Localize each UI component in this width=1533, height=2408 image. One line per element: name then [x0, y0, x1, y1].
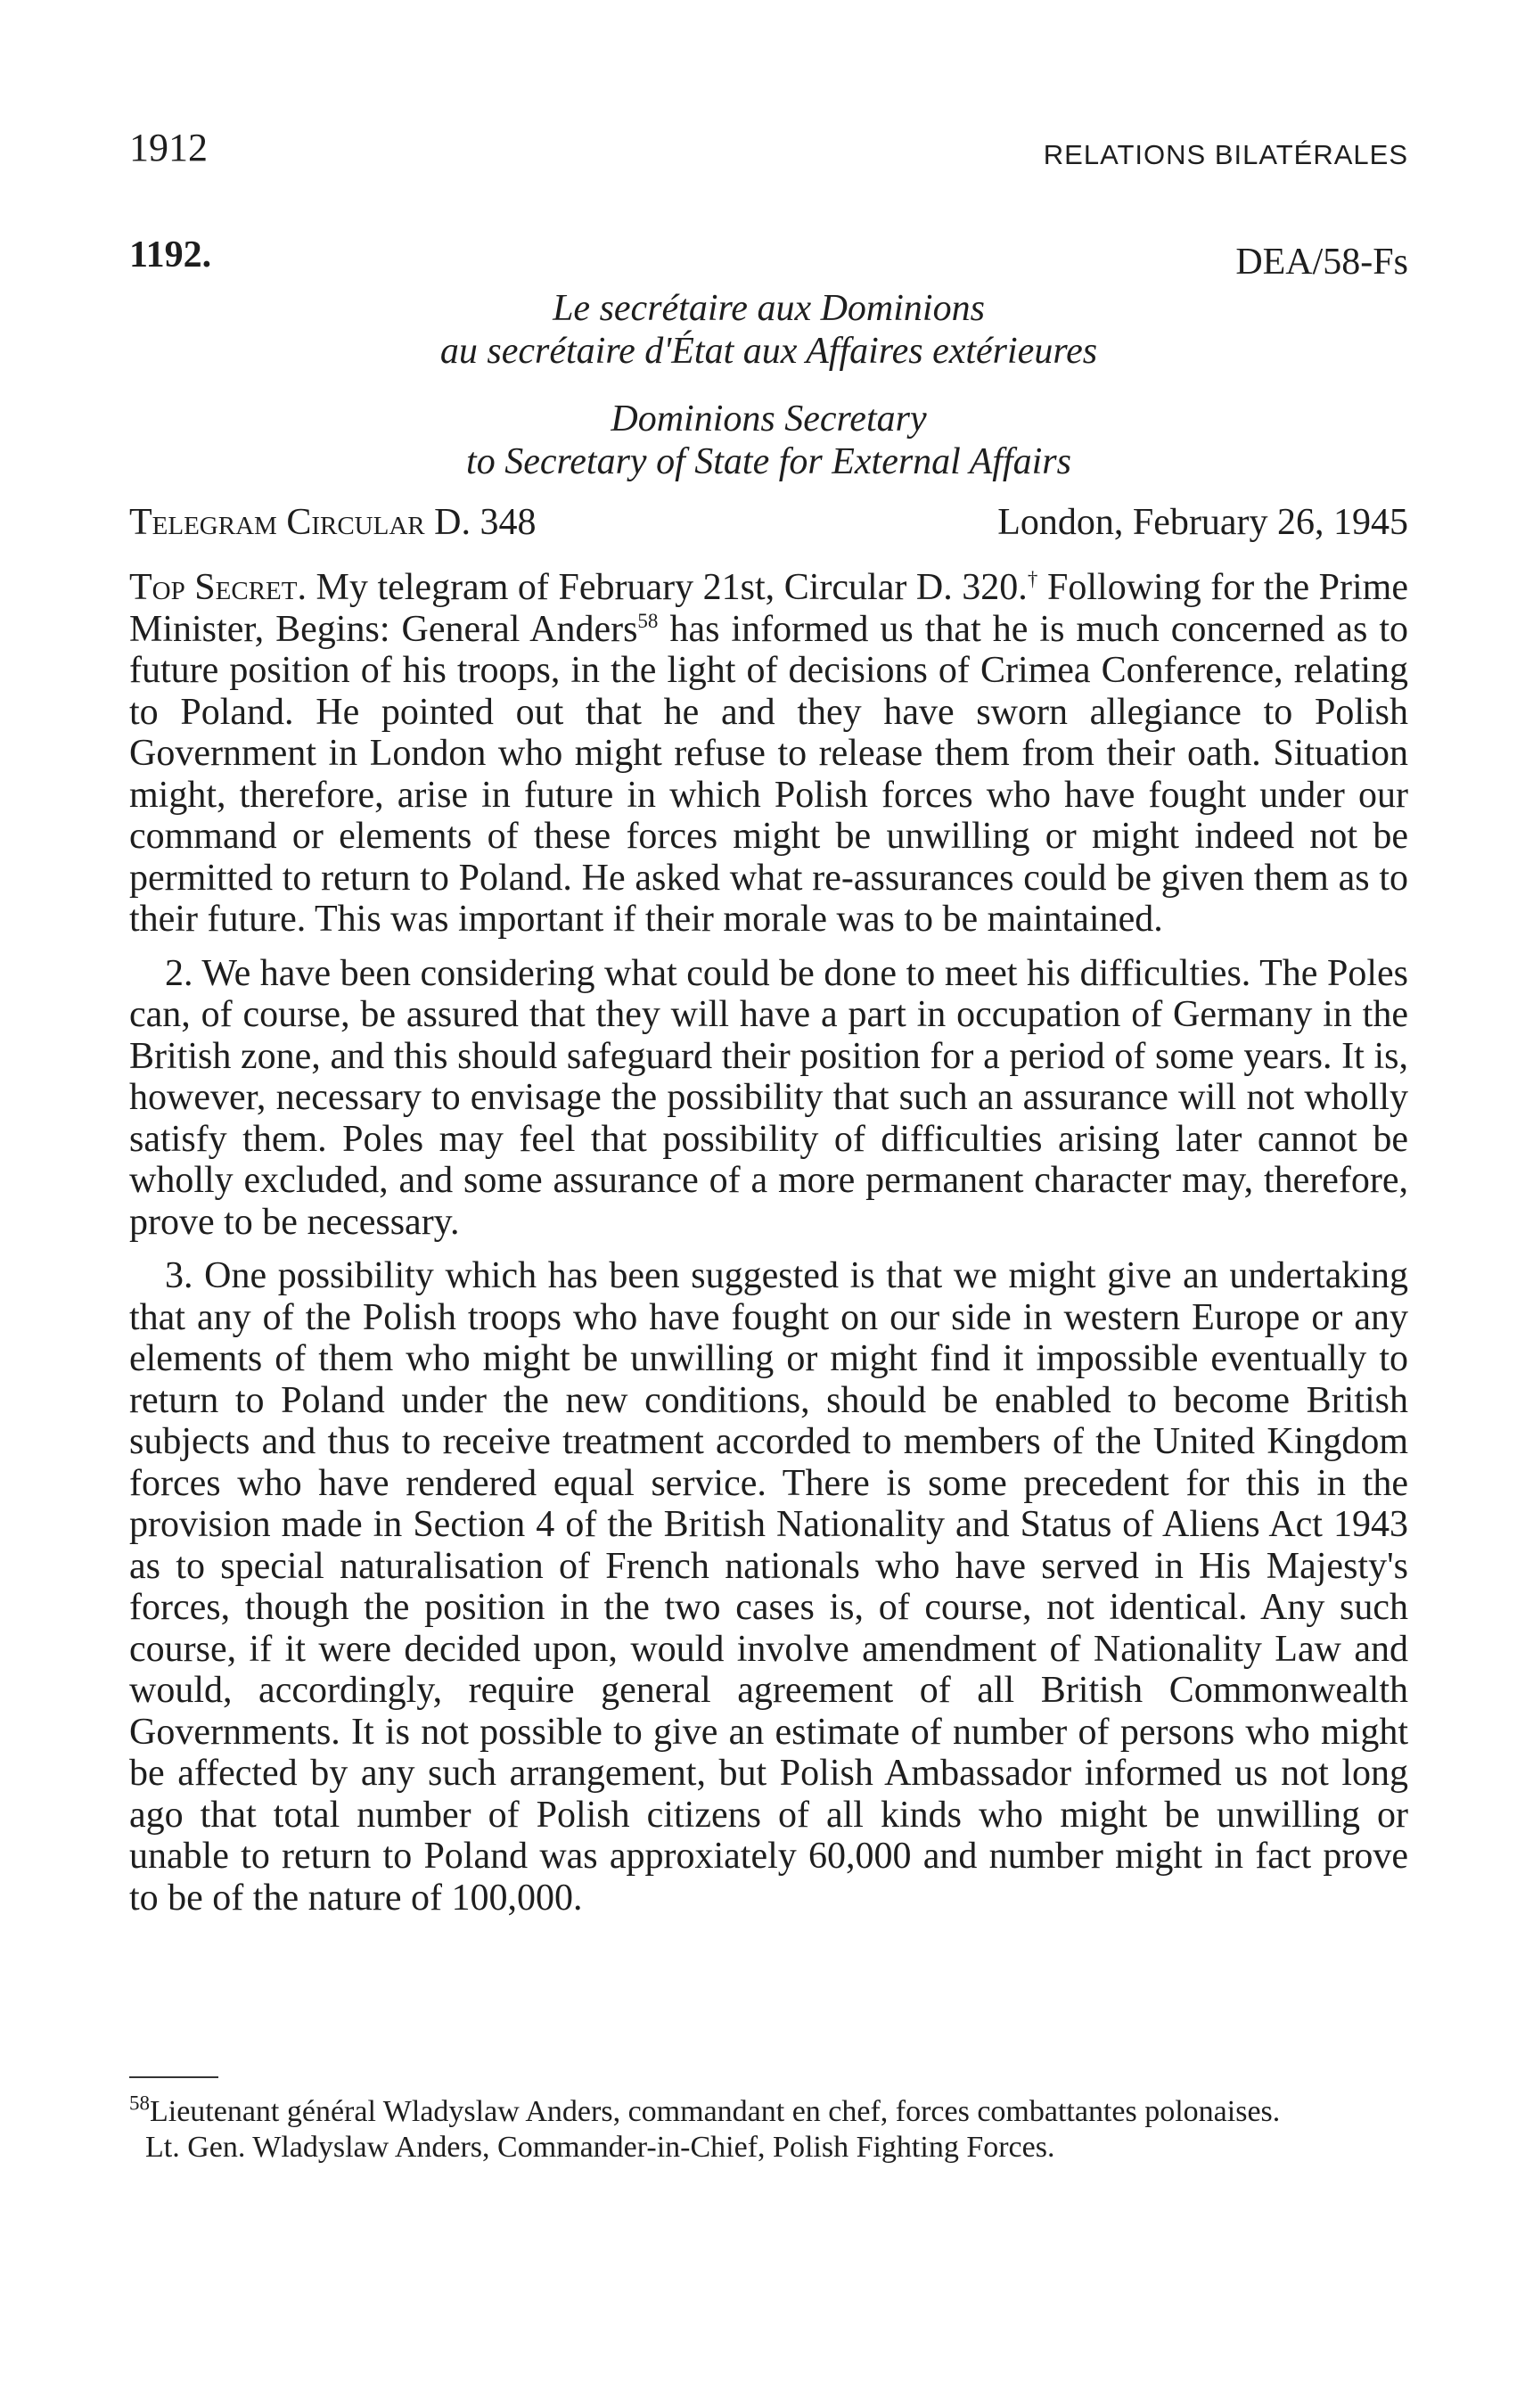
telegram-body — [129, 567, 1408, 1931]
footnote-ref: 58 — [637, 609, 659, 632]
footnote-fr: $^{58}$Lieutenant général Wladyslaw Anders, commandant en chef, forces combattantes polonaises. — [129, 2092, 1281, 2128]
running-head: RELATIONS BILATÉRALES — [1043, 139, 1408, 170]
document-number: 1192. — [129, 234, 212, 275]
classification-label: Top Secret. — [129, 567, 307, 608]
telegram-line — [129, 501, 1408, 544]
telegram-label: Telegram Circular D. 348 — [129, 502, 537, 543]
heading-en-line-1: Dominions Secretary — [611, 399, 927, 440]
dagger-mark: † — [1027, 568, 1038, 590]
footnote-divider — [129, 2076, 218, 2078]
sender-recipient-heading — [129, 287, 1408, 483]
paragraph-2: 2. We have been considering what could be done to meet his difficulties. The Poles can, of course, be assured that they will have a part in occupation of Germany in the British zone, and this should safeguard their position for a period of some years. It is, however, necessary to envisage the possibility that such an assurance will not wholly satisfy them. Poles may feel that possibility of difficulties arising later cannot be wholly excluded, and some assurance of a more permanent character may, therefore, prove to be necessary. — [129, 952, 1408, 1243]
heading-fr-line-2: au secrétaire d'État aux Affaires extérieures — [439, 331, 1098, 372]
heading-fr-line-1: Le secrétaire aux Dominions — [553, 288, 985, 329]
page-number: 1912 — [129, 126, 208, 169]
footnote-en: Lt. Gen. Wladyslaw Anders, Commander-in-Chief, Polish Fighting Forces. — [145, 2131, 1055, 2164]
footnotes — [129, 2094, 1408, 2166]
file-reference: DEA/58-Fs — [1235, 242, 1408, 283]
paragraph-1: Top Secret. My telegram of February 21st, Circular D. 320.† Following for the Prime Minister, Begins: General Anders$^{58}$ has informed us that he is much concerned as to future position of his troops, in the light of decisions of Crimea Conference, relating to Poland. He pointed out that he and they have sworn allegiance to Polish Government in London who might refuse to release them from their oath. Situation might, therefore, arise in future in which Polish forces who have fought under our command or elements of these forces might be unwilling or might indeed not be permitted to return to Poland. He asked what re-assurances could be given them as to their future. This was important if their morale was to be maintained. — [129, 567, 1408, 940]
place-date: London, February 26, 1945 — [997, 502, 1408, 543]
paragraph-3: 3. One possibility which has been suggested is that we might give an undertaking that any of the Polish troops who have fought on our side in western Europe or any elements of them who might be unwilling or might find it impossible eventually to return to Poland under the new conditions, should be enabled to become British subjects and thus to receive treatment accorded to members of the United Kingdom forces who have rendered equal service. There is some precedent for this in the provision made in Section 4 of the British Nationality and Status of Aliens Act 1943 as to special naturalisation of French nationals who have served in His Majesty's forces, though the position in the two cases is, of course, not identical. Any such course, if it were decided upon, would involve amendment of Nationality Law and would, accordingly, require general agreement of all British Commonwealth Governments. It is not possible to give an estimate of number of persons who might be affected by any such arrangement, but Polish Ambassador informed us not long ago that total number of Polish citizens of all kinds who might be unwilling or unable to return to Poland was approxiately 60,000 and number might in fact prove to be of the nature of 100,000. — [129, 1255, 1408, 1919]
footnote-number: 58 — [129, 2092, 150, 2115]
heading-en-line-2: to Secretary of State for External Affairs — [466, 441, 1071, 482]
